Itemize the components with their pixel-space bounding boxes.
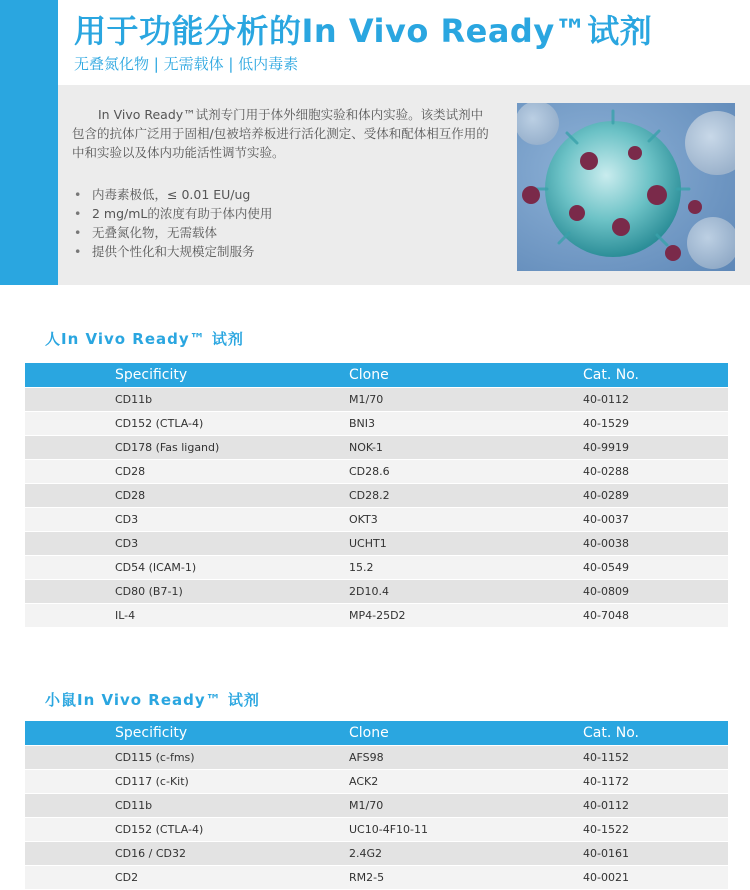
cell-clone: NOK-1 [349, 436, 583, 460]
cell-cat-no: 40-1152 [583, 746, 728, 770]
table-row [25, 388, 728, 412]
table-row [25, 436, 728, 460]
cell-clone: 2D10.4 [349, 580, 583, 604]
table-row [25, 818, 728, 842]
cell-specificity: CD16 / CD32 [115, 842, 349, 866]
cell-specificity: CD3 [115, 508, 349, 532]
feature-item: • 提供个性化和大规模定制服务 [72, 242, 272, 261]
cell-specificity: CD2 [115, 866, 349, 890]
cell-cat-no: 40-0809 [583, 580, 728, 604]
accent-bar [0, 0, 58, 285]
cell-specificity: CD28 [115, 484, 349, 508]
table-header-row [25, 363, 728, 388]
cell-specificity: CD115 (c-fms) [115, 746, 349, 770]
cell-cat-no: 40-0112 [583, 388, 728, 412]
cell-cat-no: 40-0037 [583, 508, 728, 532]
human-section-title: 人In Vivo Ready™ 试剂 [45, 330, 244, 348]
cell-specificity: CD11b [115, 388, 349, 412]
intro-paragraph: In Vivo Ready™试剂专门用于体外细胞实验和体内实验。该类试剂中包含的抗体广泛用于固相/包被培养板进行活化测定、受体和配体相互作用的中和实验以及体内功能活性调节实验。 [72, 107, 489, 160]
cell-clone: ACK2 [349, 770, 583, 794]
human-reagent-table [25, 363, 728, 627]
page-subtitle: 无叠氮化物 | 无需载体 | 低内毒素 [74, 55, 299, 73]
page-title: 用于功能分析的In Vivo Ready™试剂 [74, 12, 653, 50]
feature-item: • 无叠氮化物，无需载体 [72, 223, 272, 242]
table-row [25, 580, 728, 604]
table-row [25, 484, 728, 508]
cell-cat-no: 40-0038 [583, 532, 728, 556]
column-header-cat-no: Cat. No. [583, 721, 728, 746]
cell-cat-no: 40-0021 [583, 866, 728, 890]
cell-specificity: CD11b [115, 794, 349, 818]
cell-clone: UC10-4F10-11 [349, 818, 583, 842]
table-row [25, 532, 728, 556]
cell-cat-no: 40-1172 [583, 770, 728, 794]
table-row [25, 794, 728, 818]
cell-clone: OKT3 [349, 508, 583, 532]
cell-specificity: CD152 (CTLA-4) [115, 818, 349, 842]
mouse-section-title: 小鼠In Vivo Ready™ 试剂 [45, 691, 260, 709]
column-header-clone: Clone [349, 721, 583, 746]
table-row [25, 866, 728, 890]
table-row [25, 508, 728, 532]
cell-cat-no: 40-0161 [583, 842, 728, 866]
table-row [25, 746, 728, 770]
cell-specificity: IL-4 [115, 604, 349, 628]
cell-clone: BNI3 [349, 412, 583, 436]
cell-cat-no: 40-0288 [583, 460, 728, 484]
mouse-reagent-table [25, 721, 728, 889]
cell-clone: UCHT1 [349, 532, 583, 556]
cell-specificity: CD178 (Fas ligand) [115, 436, 349, 460]
cell-specificity: CD80 (B7-1) [115, 580, 349, 604]
column-header-specificity: Specificity [115, 363, 349, 388]
cell-specificity: CD152 (CTLA-4) [115, 412, 349, 436]
intro-panel [58, 85, 750, 285]
cell-clone: M1/70 [349, 794, 583, 818]
cell-specificity: CD54 (ICAM-1) [115, 556, 349, 580]
feature-item: • 2 mg/mL的浓度有助于体内使用 [72, 204, 272, 223]
table-header-row [25, 721, 728, 746]
cell-clone: CD28.6 [349, 460, 583, 484]
table-row [25, 770, 728, 794]
table-row [25, 556, 728, 580]
table-row [25, 460, 728, 484]
cell-specificity: CD3 [115, 532, 349, 556]
cell-clone: M1/70 [349, 388, 583, 412]
cell-cat-no: 40-0549 [583, 556, 728, 580]
cell-cat-no: 40-7048 [583, 604, 728, 628]
cell-cat-no: 40-0289 [583, 484, 728, 508]
feature-list [72, 185, 272, 261]
cell-clone: CD28.2 [349, 484, 583, 508]
cell-cat-no: 40-9919 [583, 436, 728, 460]
column-header-cat-no: Cat. No. [583, 363, 728, 388]
cell-clone: RM2-5 [349, 866, 583, 890]
column-header-clone: Clone [349, 363, 583, 388]
column-header-specificity: Specificity [115, 721, 349, 746]
table-row [25, 604, 728, 628]
table-row [25, 842, 728, 866]
table-row [25, 412, 728, 436]
cell-cat-no: 40-1529 [583, 412, 728, 436]
cell-clone: 15.2 [349, 556, 583, 580]
cell-clone: AFS98 [349, 746, 583, 770]
cell-clone: 2.4G2 [349, 842, 583, 866]
feature-item: • 内毒素极低，≤ 0.01 EU/ug [72, 185, 272, 204]
cell-illustration-icon [517, 103, 735, 271]
cell-cat-no: 40-1522 [583, 818, 728, 842]
cell-specificity: CD28 [115, 460, 349, 484]
cell-specificity: CD117 (c-Kit) [115, 770, 349, 794]
cell-cat-no: 40-0112 [583, 794, 728, 818]
cell-clone: MP4-25D2 [349, 604, 583, 628]
